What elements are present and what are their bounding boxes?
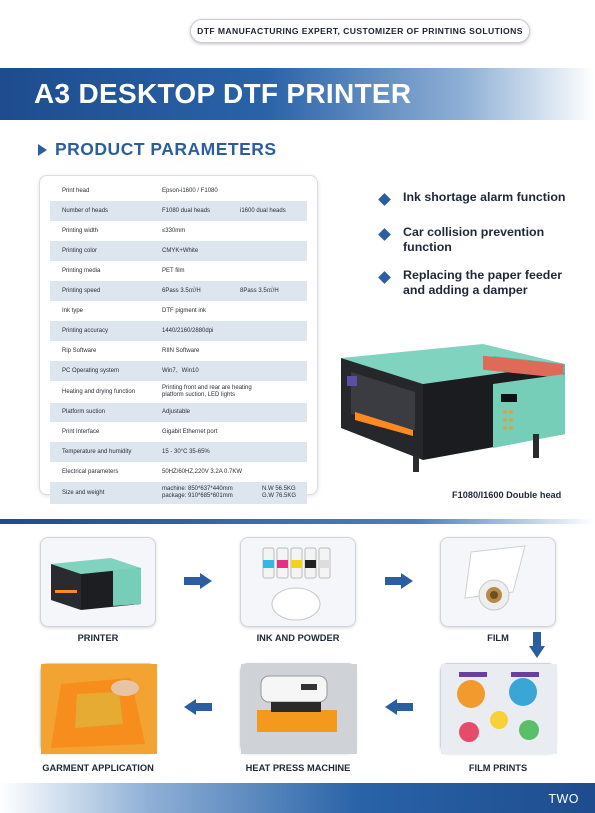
param-name: Printing width: [62, 227, 99, 234]
arrow-right-icon: [184, 573, 212, 589]
param-value: [158, 208, 307, 215]
garment-icon: [41, 664, 157, 754]
param-name: Size and weight: [62, 489, 105, 496]
param-row: [50, 462, 307, 482]
param-value: 1440/2160/2880dpi: [162, 327, 214, 334]
param-row: [50, 482, 307, 504]
param-value: RIIN Software: [162, 347, 200, 354]
section-title: PRODUCT PARAMETERS: [55, 139, 277, 159]
diamond-bullet-icon: [378, 193, 391, 206]
param-value: DTF pigment ink: [162, 307, 207, 314]
step-film-image: [440, 537, 556, 627]
page-title: A3 DESKTOP DTF PRINTER: [34, 78, 412, 109]
dtf-printer-illustration: [333, 338, 573, 478]
param-value: Gigabit Ethernet port: [162, 428, 218, 435]
feature-item: [376, 190, 576, 205]
param-value: [158, 385, 307, 399]
param-row: [50, 241, 307, 261]
param-row: [50, 442, 307, 462]
param-value: 15 - 30°C 35-65%: [162, 448, 210, 455]
parameters-table: [39, 175, 318, 499]
size-package: package: 910*685*601mm: [162, 493, 233, 499]
feature-item: [376, 225, 576, 255]
step-printer-image: [40, 537, 156, 627]
param-value-a: 6Pass 3.5㎡/H: [162, 287, 201, 294]
param-value: [158, 486, 307, 500]
weight-net: N.W 56.5KG: [262, 486, 296, 493]
param-value: PET film: [162, 267, 185, 274]
tagline-text: DTF MANUFACTURING EXPERT, CUSTOMIZER OF PRINTING SOLUTIONS: [197, 26, 523, 36]
step-label-heat-press: HEAT PRESS MACHINE: [245, 763, 351, 773]
step-heat-press-image: [240, 663, 356, 753]
param-value-line2: platform suction, LED lights: [162, 392, 236, 398]
arrow-left-icon: [184, 699, 212, 715]
param-row: [50, 361, 307, 381]
step-film-prints-image: [440, 663, 556, 753]
param-row: [50, 261, 307, 281]
param-value: Win7、Win10: [162, 367, 199, 374]
param-name: Printing speed: [62, 287, 101, 294]
param-name: Printing color: [62, 247, 98, 254]
param-name: Rip Software: [62, 347, 97, 354]
param-value-a: F1080 dual heads: [162, 207, 211, 214]
diamond-bullet-icon: [378, 271, 391, 284]
section-heading: [38, 139, 277, 160]
param-name: PC Operating system: [62, 367, 120, 374]
step-label-garment: GARMENT APPLICATION: [42, 763, 154, 773]
footer-bar: [0, 783, 595, 813]
size-machine: machine: 850*637*440mm: [162, 486, 233, 493]
arrow-left-icon: [385, 699, 413, 715]
param-name: Print head: [62, 187, 90, 194]
param-row: [50, 422, 307, 442]
page-number: TWO: [548, 792, 579, 806]
param-name: Print Interface: [62, 428, 100, 435]
step-garment-image: [40, 663, 156, 753]
ink-bottles-icon: [241, 538, 357, 628]
hero-caption: F1080/I1600 Double head: [452, 490, 562, 500]
feature-text: Car collision prevention function: [403, 224, 545, 254]
param-name: Temperature and humidity: [62, 448, 132, 455]
arrow-down-icon: [529, 632, 545, 658]
step-label-ink: INK AND POWDER: [256, 633, 340, 643]
param-row: [50, 201, 307, 221]
param-name: Electrical parameters: [62, 468, 119, 475]
param-row: [50, 281, 307, 301]
param-value-b: i1600 dual heads: [240, 207, 286, 214]
weight-gross: G.W 76.5KG: [262, 493, 297, 499]
param-value: [158, 288, 307, 295]
param-name: Number of heads: [62, 207, 109, 214]
param-value-b: 8Pass 3.5㎡/H: [240, 287, 279, 294]
printer-hero-image: [333, 338, 573, 478]
param-row: [50, 221, 307, 241]
printer-icon: [41, 538, 157, 628]
param-value: CMYK+White: [162, 247, 199, 254]
param-row: [50, 341, 307, 361]
diamond-bullet-icon: [378, 228, 391, 241]
param-value: Epson-i1600 / F1080: [162, 187, 218, 194]
feature-list: [376, 190, 576, 309]
param-value: Adjustable: [162, 409, 191, 416]
param-value: 50HZ/60HZ,220V 3.2A 0.7KW: [162, 468, 243, 475]
triangle-bullet-icon: [38, 144, 47, 156]
step-label-film-prints: FILM PRINTS: [468, 763, 528, 773]
film-roll-icon: [441, 538, 557, 628]
param-value: ≤330mm: [162, 227, 186, 234]
param-name: Ink type: [62, 307, 84, 314]
param-row: [50, 321, 307, 341]
arrow-right-icon: [385, 573, 413, 589]
step-ink-image: [240, 537, 356, 627]
tagline-pill: [190, 19, 530, 43]
param-name: Printing media: [62, 267, 101, 274]
param-value-line1: Printing front and rear are heating: [162, 385, 252, 392]
step-label-film: FILM: [487, 633, 509, 643]
heat-press-icon: [241, 664, 357, 754]
param-row: [50, 403, 307, 422]
section-divider: [0, 519, 595, 524]
param-name: Printing accuracy: [62, 327, 109, 334]
param-name: Platform suction: [62, 409, 106, 416]
feature-text: Replacing the paper feeder and adding a damper: [403, 267, 563, 297]
step-label-printer: PRINTER: [77, 633, 119, 643]
param-row: [50, 181, 307, 201]
param-row: [50, 381, 307, 403]
param-row: [50, 301, 307, 321]
param-name: Heating and drying function: [62, 388, 136, 395]
feature-text: Ink shortage alarm function: [403, 190, 566, 204]
film-prints-icon: [441, 664, 557, 754]
feature-item: [376, 268, 576, 298]
